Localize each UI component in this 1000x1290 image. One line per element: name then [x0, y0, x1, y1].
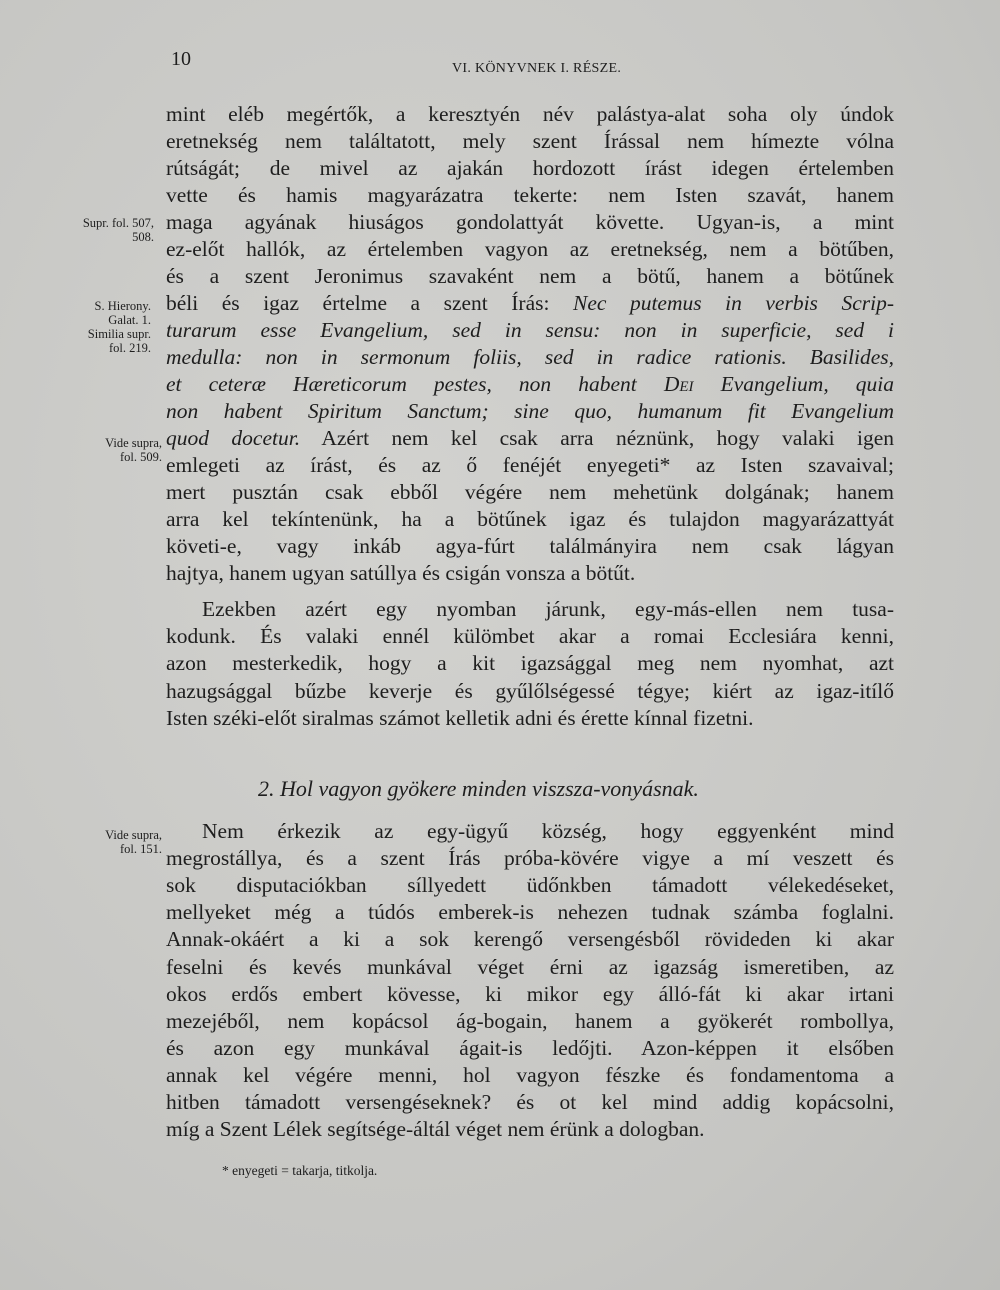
text-line [166, 899, 894, 926]
text-run: béli és igaz értelme a szent Írás: [166, 291, 573, 315]
text-line [166, 425, 894, 452]
text-line [166, 845, 894, 872]
running-head: VI. KÖNYVNEK I. RÉSZE. [452, 61, 622, 76]
margin-note-line: S. Hierony. [94, 299, 151, 313]
text-run: hazugsággal bűzbe keverje és gyűlőlségessé tégye; kiért az igaz-itílő [166, 678, 894, 703]
text-run: Azért nem kel csak arra néznünk, hogy valaki igen [300, 426, 894, 450]
text-line [166, 371, 894, 398]
text-line [166, 236, 894, 263]
text-run: és azon egy munkával ágait-is ledőjti. Azon-képpen it elsőben [166, 1035, 894, 1060]
text-line [166, 1089, 894, 1116]
text-run: Ezekben azért egy nyomban járunk, egy-más-ellen nem tusa- [202, 597, 894, 621]
text-run: vette és hamis magyarázatra tekerte: nem Isten szavát, hanem [166, 183, 894, 207]
text-run: sok disputaciókban síllyedett üdőnkben támadott vélekedéseket, [166, 873, 894, 898]
text-run: eretnekség nem találtatott, mely szent Írással nem hímezte vólna [166, 129, 894, 153]
footnote: * enyegeti = takarja, titkolja. [222, 1163, 378, 1178]
margin-note-line: Similia supr. [87, 327, 151, 341]
margin-note-line: fol. 509. [119, 450, 162, 464]
text-line [166, 479, 894, 506]
text-run: hajtya, hanem ugyan satúllya és csigán vonsza a bötűt. [166, 561, 636, 585]
text-line [166, 678, 894, 705]
text-line [166, 182, 894, 209]
text-run: arra kel tekíntenünk, ha a bötűnek igaz és tulajdon magyarázattyát [166, 507, 894, 531]
text-run: annak kel végére menni, hol vagyon fészke és fondamentoma a [166, 1062, 894, 1087]
text-line [166, 954, 894, 981]
text-run: feselni és kevés munkával véget érni az igazság ismeretiben, az [166, 954, 894, 979]
text-run: Isten széki-előt siralmas számot kelletik adni és érette kínnal fizetni. [166, 705, 754, 730]
text-line [166, 1035, 894, 1062]
margin-note-line: fol. 219. [108, 341, 151, 355]
text-line [166, 926, 894, 953]
italic-text: Evangelium, quia [693, 372, 894, 396]
margin-note [105, 436, 162, 464]
margin-note-line: Vide supra, [105, 828, 162, 842]
text-line [166, 209, 894, 236]
text-run: követi-e, vagy inkáb agya-fúrt találmányira nem csak lágyan [166, 534, 894, 558]
text-line [166, 506, 894, 533]
text-line [166, 344, 894, 371]
text-line [166, 317, 894, 344]
text-run: kodunk. És valaki ennél külömbet akar a romai Ecclesiára kenni, [166, 624, 894, 649]
margin-note [83, 216, 154, 244]
text-run: rútságát; de mivel az ajakán hordozott írást idegen értelemben [166, 156, 894, 180]
text-run: Annak-okáért a ki a sok kerengő versengésből rövideden ki akar [166, 927, 894, 952]
italic-text: Dei [663, 372, 694, 396]
text-run: mezejéből, nem kopácsol ág-bogain, hanem a gyökerét rombollya, [166, 1008, 894, 1033]
margin-note-line: 508. [132, 230, 154, 244]
italic-text: medulla: non in sermonum foliis, sed in radice rationis. Basilides, [166, 345, 894, 369]
text-line [166, 1062, 894, 1089]
text-run: emlegeti az írást, és az ő fenéjét enyegeti* az Isten szavaival; [166, 453, 894, 477]
text-line [166, 533, 894, 560]
margin-note-line: Galat. 1. [108, 313, 151, 327]
text-line [166, 1008, 894, 1035]
text-line [166, 452, 894, 479]
text-line [166, 560, 894, 587]
margin-note [88, 299, 151, 355]
text-run: mint eléb megértők, a keresztyén név palástya-alat soha oly úndok [166, 102, 894, 126]
text-run: maga agyának hiuságos gondolattyát követte. Ugyan-is, a mint [166, 210, 894, 234]
text-line [166, 263, 894, 290]
text-line [166, 981, 894, 1008]
section-heading: 2. Hol vagyon gyökere minden viszsza-vonyásnak. [258, 776, 699, 801]
text-line [166, 155, 894, 182]
margin-note-line: Vide supra, [105, 436, 162, 450]
margin-note [105, 828, 162, 856]
text-line [166, 650, 894, 677]
text-run: megrostállya, és a szent Írás próba-kövére vigye a mí veszett és [166, 846, 894, 871]
text-run: mert pusztán csak ebből végére nem mehetünk dolgának; hanem [166, 480, 894, 504]
text-run: okos erdős embert kövesse, ki mikor egy álló-fát ki akar irtani [166, 981, 894, 1006]
italic-text: quod docetur. [166, 426, 301, 450]
text-run: és a szent Jeronimus szavaként nem a bötű, hanem a bötűnek [166, 264, 894, 288]
text-run: ez-előt hallók, az értelemben vagyon az eretnekség, nem a bötűben, [166, 237, 894, 261]
text-line [166, 1116, 894, 1143]
text-run: mellyeket még a túdós emberek-is nehezen tudnak számba foglalni. [166, 900, 894, 925]
text-line [166, 101, 894, 128]
text-run: míg a Szent Lélek segítsége-áltál véget nem érünk a dologban. [166, 1117, 705, 1142]
margin-note-line: Supr. fol. 507, [82, 216, 154, 230]
italic-text: et ceteræ Hæreticorum pestes, non habent [166, 372, 664, 396]
text-line [166, 128, 894, 155]
text-line [166, 705, 894, 732]
italic-text: turarum esse Evangelium, sed in sensu: non in superficie, sed i [166, 318, 894, 342]
italic-text: non habent Spiritum Sanctum; sine quo, humanum fit Evangelium [166, 399, 894, 423]
text-line [166, 290, 894, 317]
text-run: hitben támadott versengéseknek? és ot kel mind addig kopácsolni, [166, 1090, 894, 1114]
text-run: Nem érkezik az egy-ügyű község, hogy eggyenként mind [202, 819, 894, 843]
text-line [166, 398, 894, 425]
italic-text: Nec putemus in verbis Scrip- [573, 291, 894, 315]
text-run: azon mesterkedik, hogy a kit igazsággal meg nem nyomhat, azt [166, 651, 894, 676]
page-number: 10 [171, 48, 191, 70]
text-line [202, 818, 894, 845]
text-line [166, 872, 894, 899]
text-line [166, 623, 894, 650]
margin-note-line: fol. 151. [119, 842, 162, 856]
text-line [202, 596, 894, 623]
